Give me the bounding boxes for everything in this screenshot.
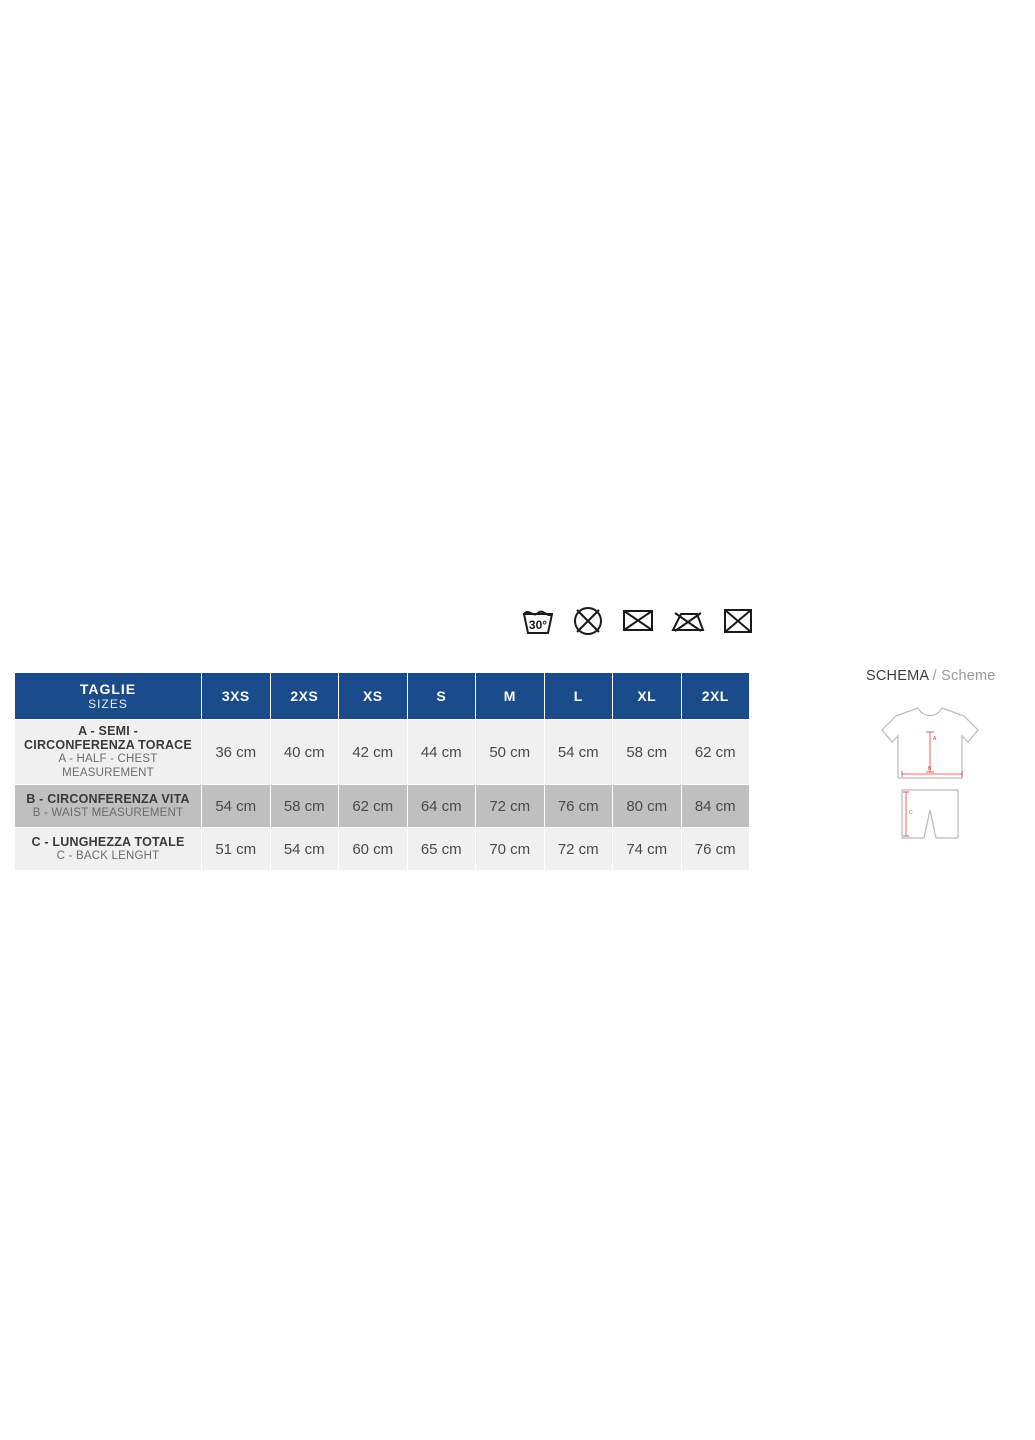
cell-length-3xs: 51 cm: [202, 828, 271, 871]
cell-length-2xl: 76 cm: [681, 828, 750, 871]
cell-waist-2xl: 84 cm: [681, 785, 750, 828]
svg-text:30°: 30°: [528, 618, 548, 632]
cell-chest-s: 44 cm: [407, 720, 476, 785]
cell-chest-m: 50 cm: [476, 720, 545, 785]
scheme-title: [866, 668, 1016, 684]
no-bleach-icon: [570, 602, 606, 638]
cell-waist-3xs: 54 cm: [202, 785, 271, 828]
marker-label-a: A: [933, 736, 937, 742]
header-size-2xs: 2XS: [270, 673, 339, 720]
cell-waist-xl: 80 cm: [613, 785, 682, 828]
header-row: [15, 673, 750, 720]
table-row: [15, 720, 750, 785]
no-iron-icon: [670, 602, 706, 638]
row-label-chest: [15, 720, 202, 785]
cell-length-xs: 60 cm: [339, 828, 408, 871]
row-label-it: C - LUNGHEZZA TOTALE: [31, 835, 185, 849]
header-size-s: S: [407, 673, 476, 720]
cell-chest-xs: 42 cm: [339, 720, 408, 785]
cell-length-l: 72 cm: [544, 828, 613, 871]
scheme-title-separator: /: [932, 668, 937, 684]
cell-length-m: 70 cm: [476, 828, 545, 871]
row-label-en: A - HALF - CHEST MEASUREMENT: [58, 753, 158, 779]
header-sizes-label: [15, 673, 202, 720]
row-label-it: A - SEMI - CIRCONFERENZA TORACE: [24, 724, 192, 752]
scheme-panel: [866, 668, 1016, 863]
header-label-it: TAGLIE: [79, 680, 137, 697]
cell-length-s: 65 cm: [407, 828, 476, 871]
cell-chest-l: 54 cm: [544, 720, 613, 785]
cell-chest-3xs: 36 cm: [202, 720, 271, 785]
cell-chest-2xs: 40 cm: [270, 720, 339, 785]
row-label-it: B - CIRCONFERENZA VITA: [26, 792, 190, 806]
cell-length-2xs: 54 cm: [270, 828, 339, 871]
no-tumble-dry-icon: [620, 602, 656, 638]
cell-waist-m: 72 cm: [476, 785, 545, 828]
size-chart: [14, 672, 750, 871]
row-label-waist: [15, 785, 202, 828]
cell-waist-s: 64 cm: [407, 785, 476, 828]
cell-chest-xl: 58 cm: [613, 720, 682, 785]
care-symbols-row: [520, 602, 756, 638]
scheme-title-it: SCHEMA: [866, 668, 929, 684]
scheme-title-en: Scheme: [941, 668, 996, 684]
row-label-en: C - BACK LENGHT: [56, 850, 160, 862]
cell-waist-2xs: 58 cm: [270, 785, 339, 828]
cell-chest-2xl: 62 cm: [681, 720, 750, 785]
row-label-en: B - WAIST MEASUREMENT: [32, 807, 184, 819]
header-size-3xs: 3XS: [202, 673, 271, 720]
header-size-l: L: [544, 673, 613, 720]
header-size-xl: XL: [613, 673, 682, 720]
marker-label-c: C: [909, 810, 913, 816]
size-table: [14, 672, 750, 871]
table-row: [15, 828, 750, 871]
row-label-length: [15, 828, 202, 871]
marker-label-b: B: [928, 766, 932, 772]
garment-diagram: [866, 698, 1016, 863]
table-row: [15, 785, 750, 828]
header-size-m: M: [476, 673, 545, 720]
no-dry-clean-icon: [720, 602, 756, 638]
wash-30-icon: [520, 602, 556, 638]
cell-waist-xs: 62 cm: [339, 785, 408, 828]
table-body: [15, 720, 750, 871]
table-header: [15, 673, 750, 720]
header-size-xs: XS: [339, 673, 408, 720]
cell-length-xl: 74 cm: [613, 828, 682, 871]
header-label-en: SIZES: [88, 696, 128, 711]
header-size-2xl: 2XL: [681, 673, 750, 720]
cell-waist-l: 76 cm: [544, 785, 613, 828]
